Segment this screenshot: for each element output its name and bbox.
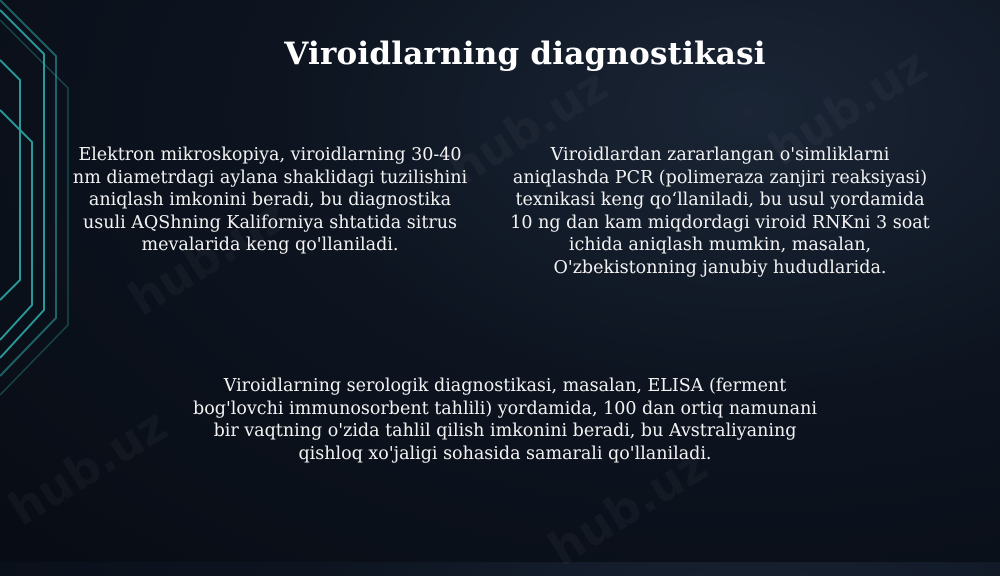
- slide-title: Viroidlarning diagnostikasi: [284, 36, 766, 72]
- paragraph-serology: Viroidlarning serologik diagnostikasi, masalan, ELISA (ferment bog'lovchi immunosorbent tahlili) yordamida, 100 dan ortiq namunani bir vaqtning o'zida tahlil qilish imkonini beradi, bu Avstraliyaning qishloq xo'jaligi sohasida samarali qo'llaniladi.: [193, 376, 817, 464]
- paragraph-pcr: Viroidlardan zararlangan o'simliklarni aniqlashda PCR (polimeraza zanjiri reaksiyasi) texnikasi keng qo‘llaniladi, bu usul yordamida 10 ng dan kam miqdordagi viroid RNKni 3 soat ichida aniqlash mumkin, masalan, O'zbekistonning janubiy hududlarida.: [510, 145, 930, 278]
- paragraph-electron-microscopy: Elektron mikroskopiya, viroidlarning 30-40 nm diametrdagi aylana shaklidagi tuzilishini aniqlash imkonini beradi, bu diagnostika usuli AQShning Kaliforniya shtatida sitrus mevalarida keng qo'llaniladi.: [72, 145, 468, 255]
